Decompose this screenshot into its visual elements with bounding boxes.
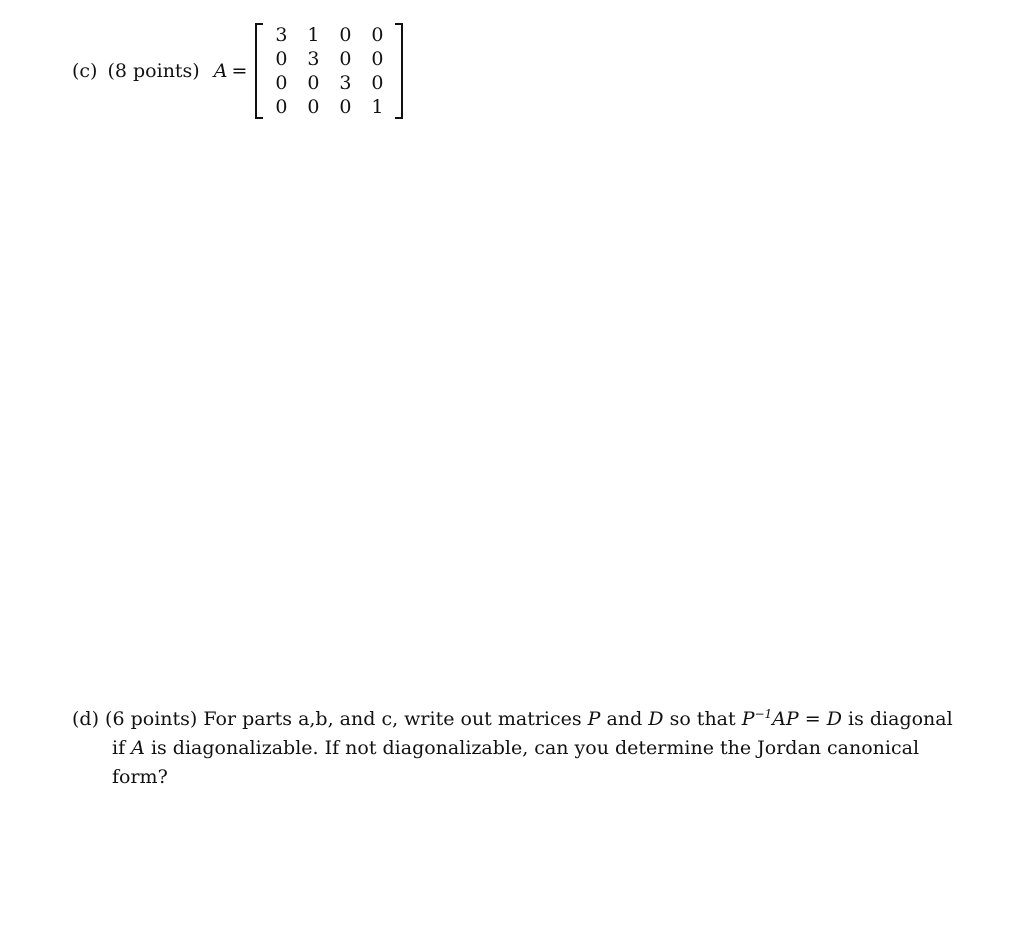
matrix-cell: 0 xyxy=(339,48,352,70)
matrix-cell: 1 xyxy=(371,96,384,118)
problem-part-d xyxy=(72,700,972,792)
inverse-exponent: −1 xyxy=(754,707,773,721)
matrix-cell: 0 xyxy=(275,48,288,70)
matrix-a xyxy=(255,23,403,119)
matrix-cell: 3 xyxy=(275,24,288,46)
matrix-cell: 0 xyxy=(371,24,384,46)
matrix-cell: 0 xyxy=(371,48,384,70)
part-d-points: (6 points) xyxy=(105,708,198,730)
matrix-cell: 0 xyxy=(275,72,288,94)
part-d-text: so that xyxy=(669,708,736,730)
matrix-row xyxy=(265,95,393,119)
matrix-cell: 0 xyxy=(275,96,288,118)
part-d-label: (d) xyxy=(72,708,99,730)
var-d: D xyxy=(648,708,664,730)
var-p: P xyxy=(587,708,601,730)
matrix-cell: 0 xyxy=(371,72,384,94)
part-d-text: is diagonal xyxy=(848,708,953,730)
equals-sign: = xyxy=(804,708,821,730)
part-d-line-1 xyxy=(72,700,972,734)
equals-sign: = xyxy=(231,60,248,82)
part-d-text: For parts a,b, and c, write out matrices xyxy=(203,708,582,730)
matrix-variable: A xyxy=(213,60,228,82)
matrix-cell: 3 xyxy=(339,72,352,94)
var-a: A xyxy=(131,737,145,759)
part-c-label: (c) xyxy=(72,60,98,82)
matrix-row xyxy=(265,47,393,71)
matrix-cell: 0 xyxy=(339,24,352,46)
var-d: D xyxy=(826,708,842,730)
part-c-points: (8 points) xyxy=(107,60,200,82)
matrix-cell: 0 xyxy=(307,96,320,118)
matrix-row xyxy=(265,23,393,47)
matrix-cell: 1 xyxy=(307,24,320,46)
problem-part-c xyxy=(72,16,403,126)
matrix-cell: 0 xyxy=(307,72,320,94)
part-d-line-2 xyxy=(72,734,972,792)
part-d-text: and xyxy=(606,708,643,730)
part-d-text: if xyxy=(112,737,126,759)
matrix-cell: 3 xyxy=(307,48,320,70)
part-d-text: is diagonalizable. If not diagonalizable, can you determine the Jordan canonical form? xyxy=(112,737,920,788)
matrix-row xyxy=(265,71,393,95)
matrix-cell: 0 xyxy=(339,96,352,118)
var-p-inverse: $P^{-1}AP$ xyxy=(741,707,799,730)
